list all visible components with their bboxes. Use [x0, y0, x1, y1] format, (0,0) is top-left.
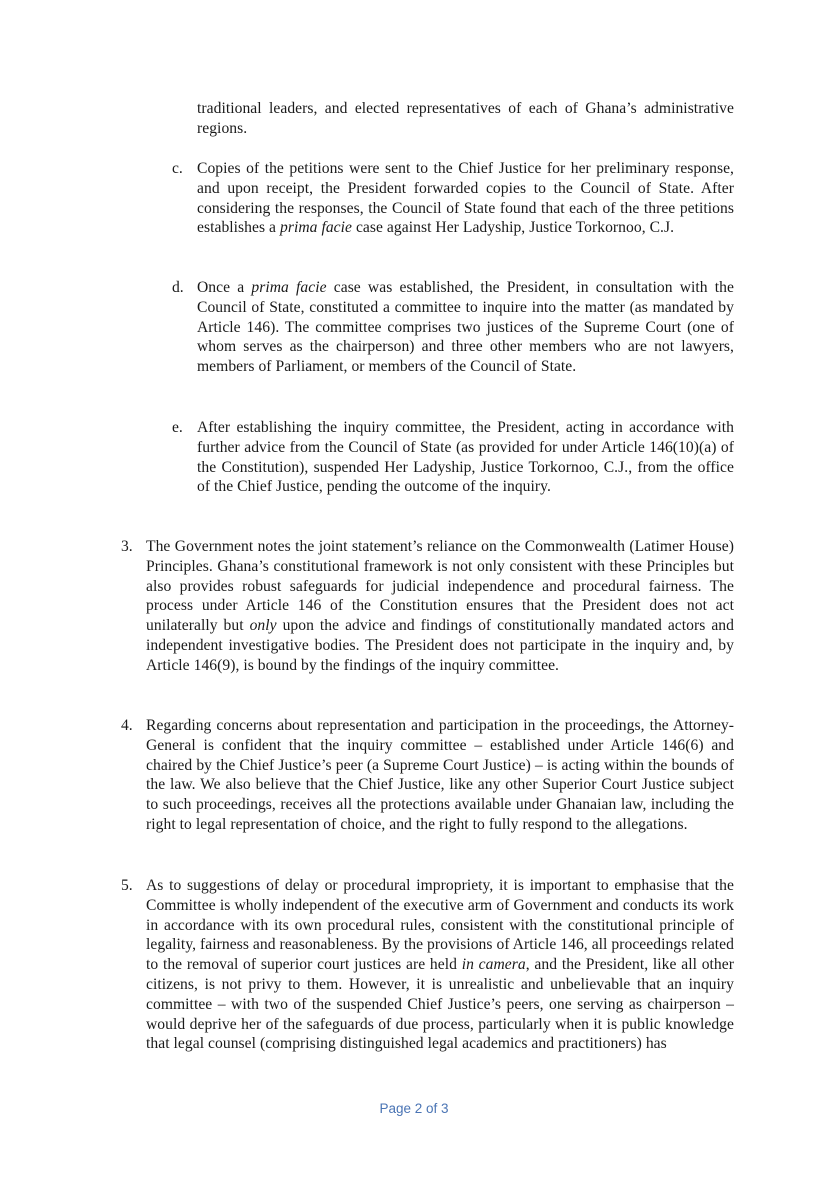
list-item-5 — [146, 876, 734, 1054]
item-5-emphasis: in camera — [461, 956, 526, 974]
list-item-4: Regarding concerns about representation and participation in the proceedings, the Attorney-General is confident that the inquiry committee – established under Article 146(6) and chaired by the Chief Justice’s peer (a Supreme Court Justice) – is acting within the bounds of the law. We also believe that the Chief Justice, like any other Superior Court Justice subject to such proceedings, receives all the protections available under Ghanaian law, including the right to legal representation of choice, and the right to fully respond to the allegations. — [146, 717, 734, 833]
item-5-text-2: , and the President, like all other citizens, is not privy to them. However, it is unrealistic and unbelievable that an inquiry committee – with two of the suspended Chief Justice’s peers, one serving as chairperson – would deprive her of the safeguards of due process, particularly when it is public knowledge that legal counsel (comprising distinguished legal academics and practitioners) has — [146, 956, 734, 1053]
list-marker-d: d. — [172, 279, 184, 296]
list-item-d — [197, 278, 734, 377]
item-c-text-2: case against Her Ladyship, Justice Torkornoo, C.J. — [352, 219, 675, 237]
list-marker-4: 4. — [121, 717, 133, 734]
list-item-3 — [146, 537, 734, 676]
item-5-text-1: As to suggestions of delay or procedural impropriety, it is important to emphasise that the Committee is wholly independent of the executive arm of Government and conducts its work in accordance with its own procedural rules, consistent with the constitutional principle of legality, fairness and reasonableness. By the provisions of Article 146, all proceedings related to the removal of superior court justices are held — [146, 877, 734, 974]
item-3-emphasis: only — [249, 617, 277, 635]
item-3-text-2: upon the advice and findings of constitutionally mandated actors and independent investigative bodies. The President does not participate in the inquiry and, by Article 146(9), is bound by the findings of the inquiry committee. — [146, 617, 734, 674]
item-3-text-1: The Government notes the joint statement’s reliance on the Commonwealth (Latimer House) Principles. Ghana’s constitutional framework is not only consistent with these Principles but also provides robust safeguards for judicial independence and procedural fairness. The process under Article 146 of the Constitution ensures that the President does not act unilaterally but — [146, 538, 734, 635]
continuation-paragraph: traditional leaders, and elected representatives of each of Ghana’s administrative regions. — [197, 100, 734, 137]
list-marker-c: c. — [172, 160, 183, 177]
list-marker-e: e. — [172, 419, 183, 436]
list-item-e: After establishing the inquiry committee, the President, acting in accordance with further advice from the Council of State (as provided for under Article 146(10)(a) of the Constitution), suspended Her Ladyship, Justice Torkornoo, C.J., from the office of the Chief Justice, pending the outcome of the inquiry. — [197, 419, 734, 496]
list-marker-3: 3. — [121, 538, 133, 555]
list-item-c — [197, 159, 734, 238]
item-d-text-1: Once a — [197, 279, 252, 296]
item-d-text-2: case was established, the President, in consultation with the Council of State, constituted a committee to inquire into the matter (as mandated by Article 146). The committee comprises two justices of the Supreme Court (one of whom serves as the chairperson) and three other members who are not lawyers, members of Parliament, or members of the Council of State. — [197, 279, 734, 376]
list-marker-5: 5. — [121, 877, 133, 894]
item-c-text-1: Copies of the petitions were sent to the Chief Justice for her preliminary response, and upon receipt, the President forwarded copies to the Council of State. After considering the responses, the Council of State found that each of the three petitions establishes a — [197, 160, 734, 237]
item-d-emphasis: prima facie — [251, 279, 327, 296]
page-number-footer: Page 2 of 3 — [379, 1101, 449, 1116]
item-c-emphasis: prima facie — [279, 219, 352, 237]
